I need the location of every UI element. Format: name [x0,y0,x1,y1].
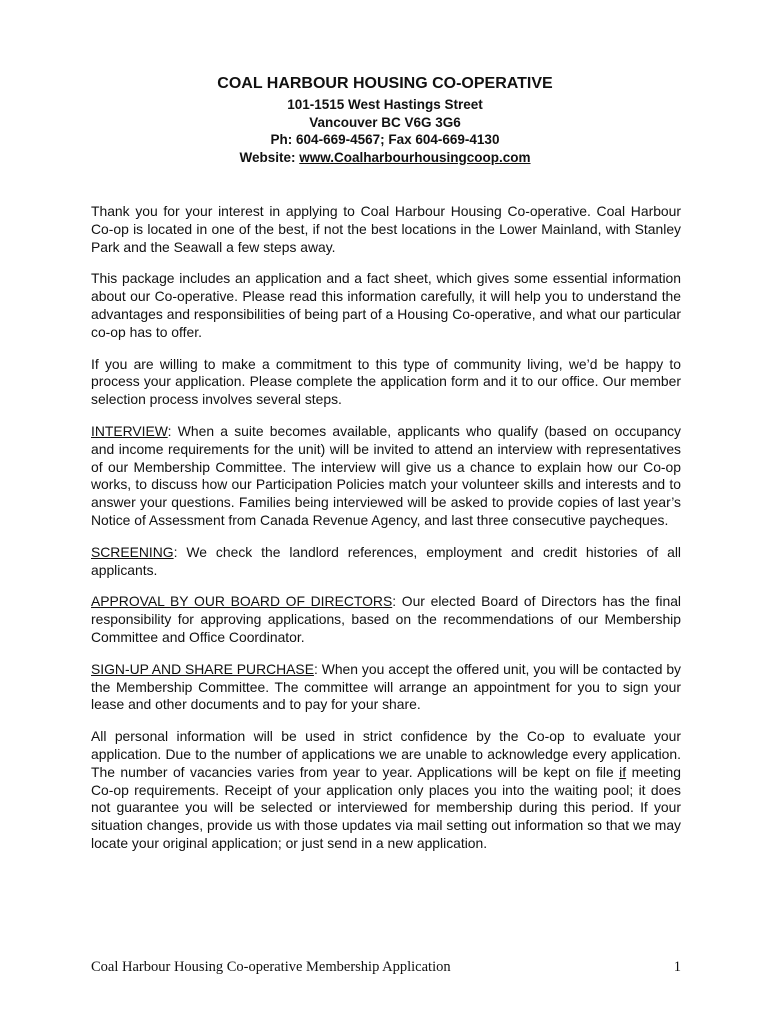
screening-text: : We check the landlord references, employment and credit histories of all applicants. [91,543,681,578]
website-link[interactable]: www.Coalharbourhousingcoop.com [299,149,531,165]
page-number: 1 [673,959,681,975]
address-city: Vancouver BC V6G 3G6 [309,114,461,130]
phone-fax: Ph: 604-669-4567; Fax 604-669-4130 [270,132,500,147]
screening-paragraph [91,544,681,580]
signup-heading: SIGN-UP AND SHARE PURCHASE [91,660,314,677]
interview-heading: INTERVIEW [91,422,168,439]
signup-paragraph [91,661,681,714]
privacy-paragraph [91,728,681,853]
intro-paragraph: Thank you for your interest in applying to Coal Harbour Housing Co-operative. Coal Harbour Co-op is located in one of the best, if not the best locations in the Lower Mainland, with Stanley Park and the Seawall a few steps away. [91,203,681,255]
package-paragraph: This package includes an application and a fact sheet, which gives some essential information about our Co-operative. Please read this information carefully, it will help you to understand the advantages and responsibilities of being part of a Housing Co-operative, and what our particular co-op has to offer. [91,270,681,340]
privacy-text-part1: All personal information will be used in strict confidence by the Co-op to evaluate your application. Due to the number of applications we are unable to acknowledge every application. The number of vacancies varies from year to year. Applications will be kept on file [91,728,681,780]
website-line [0,149,770,167]
approval-heading: APPROVAL BY OUR BOARD OF DIRECTORS [91,593,393,610]
privacy-text-part2: meeting Co-op requirements. Receipt of your application only places you into the waiting pool; it does not guarantee you will be selected or interviewed for membership during this period. If your situation changes, provide us with those updates via mail setting out information so that we may locate your original application; or just send in a new application. [91,763,682,851]
letter-body [91,203,681,867]
approval-text: : Our elected Board of Directors has the final responsibility for approving applications, based on the recommendations of our Membership Committee and Office Coordinator. [91,593,682,645]
signup-text: : When you accept the offered unit, you will be contacted by the Membership Committee. The committee will arrange an appointment for you to sign your lease and other documents and to pay for your share. [91,660,681,713]
website-label: Website: [239,149,300,165]
address-street: 101-1515 West Hastings Street [287,97,483,112]
interview-paragraph [91,423,681,530]
organization-name: COAL HARBOUR HOUSING CO-OPERATIVE [217,75,553,92]
privacy-if-emphasis: if [619,763,627,780]
footer-title: Coal Harbour Housing Co-operative Membership Application [91,959,451,975]
commitment-paragraph: If you are willing to make a commitment to this type of community living, we’d be happy to process your application. Please complete the application form and it to our office. Our member selection process involves several steps. [91,355,681,408]
interview-text: : When a suite becomes available, applicants who qualify (based on occupancy and income requirements for the unit) will be invited to attend an interview with representatives of our Membership Committee. The interview will give us a chance to explain how our Co-op works, to discuss how our Participation Policies match your volunteer skills and interests and to answer your questions. Families being interviewed will be asked to provide copies of last year’s Notice of Assessment from Canada Revenue Agency, and last three consecutive paycheques. [91,422,681,528]
screening-heading: SCREENING [91,543,174,560]
letterhead [0,72,770,166]
approval-paragraph [91,593,681,646]
